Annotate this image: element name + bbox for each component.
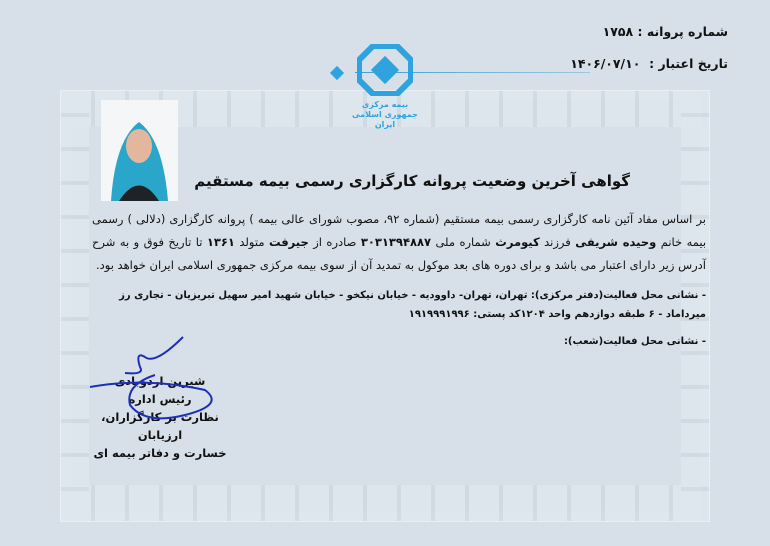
holder-photo xyxy=(101,100,178,201)
national-id: ۳۰۳۱۳۹۴۸۸۷ xyxy=(360,235,432,249)
branch-address: - نشانی محل فعالیت(شعب): xyxy=(563,336,706,347)
signer-department: نظارت بر کارگزاران، ارزیابان xyxy=(101,410,219,442)
holder-name: وحیده شریفی xyxy=(575,235,657,249)
validity-label: تاریخ اعتبار : xyxy=(649,56,728,71)
certificate-title: گواهی آخرین وضعیت پروانه کارگزاری رسمی بیمه مستقیم xyxy=(194,172,630,190)
father-name: کیومرث xyxy=(495,235,540,249)
license-number: ۱۷۵۸ xyxy=(602,24,634,39)
head-office-address: - نشانی محل فعالیت(دفتر مرکزی): تهران، تهران- داوودیه - خیابان نیکخو - خیابان شهید امیر سهیل تبریزیان - تجاری رز میرداماد - ۶ طبقه دوازدهم واحد ۱۲۰۴کد پستی: ۱۹۱۹۹۹۱۹۹۶ xyxy=(119,290,706,320)
body-text: شماره ملی xyxy=(435,235,491,249)
handwritten-signature xyxy=(85,335,225,425)
body-text: بر اساس مفاد آئین نامه کارگزاری رسمی بیمه مستقیم (شماره ۹۲، مصوب شورای عالی بیمه ) پروانه کارگزاری (دلالی ) رسمی بیمه خانم xyxy=(92,212,707,249)
body-text: تا تاریخ فوق و به شرح آدرس زیر دارای اعتبار می باشد و برای دوره های بعد موکول به تمدید آن از سوی بیمه مرکزی جمهوری اسلامی ایران خواهد بود. xyxy=(92,235,706,272)
logo-text-line2: جمهوری اسلامی ایران xyxy=(352,110,418,129)
validity-row xyxy=(570,56,728,71)
border-pattern-bottom xyxy=(61,485,709,521)
birth-year: ۱۳۶۱ xyxy=(206,235,235,249)
issued-from: جیرفت xyxy=(268,235,309,249)
validity-date: ۱۴۰۶/۰۷/۱۰ xyxy=(570,56,641,71)
license-number-row xyxy=(603,24,728,39)
body-text: فرزند xyxy=(544,235,571,249)
logo-emblem-icon xyxy=(357,44,413,96)
signer-role: رئیس اداره xyxy=(128,392,192,406)
license-label: شماره پروانه : xyxy=(637,24,728,39)
certificate-body xyxy=(92,208,706,277)
body-text: متولد xyxy=(239,235,265,249)
diamond-icon xyxy=(328,64,346,82)
signer-department-2: خسارت و دفاتر بیمه ای xyxy=(93,446,227,460)
body-text: صادره از xyxy=(313,235,357,249)
signer-name: شیرین اردوبادی xyxy=(114,374,206,388)
logo-text-line1: بیمه مرکزی xyxy=(361,100,409,109)
logo xyxy=(350,44,420,130)
